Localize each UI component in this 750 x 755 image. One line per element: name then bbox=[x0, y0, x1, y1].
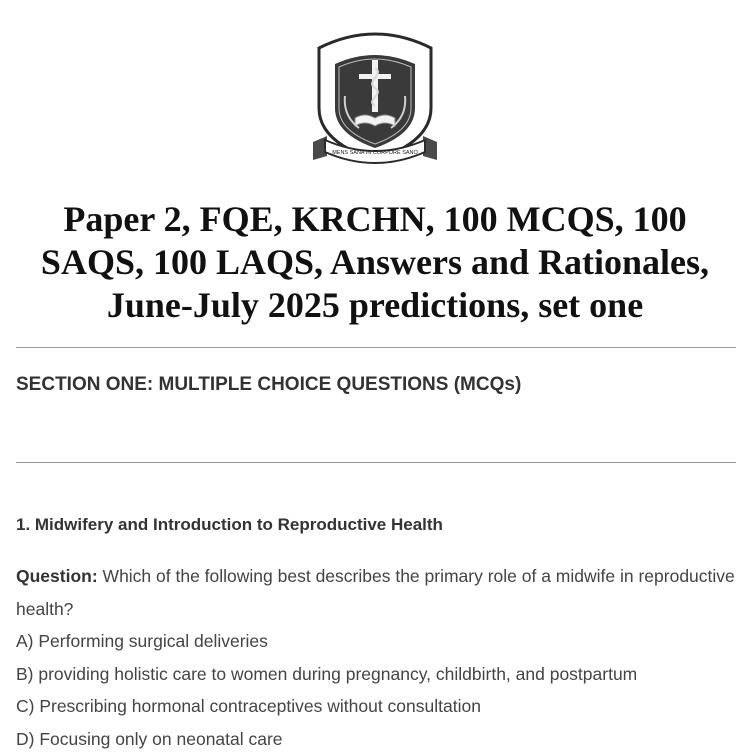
option-a: A) Performing surgical deliveries bbox=[16, 625, 736, 658]
section-heading: SECTION ONE: MULTIPLE CHOICE QUESTIONS (MCQs) bbox=[16, 374, 521, 396]
logo-motto: MENS SANA IN CORPORE SANO bbox=[332, 150, 418, 156]
question-block bbox=[16, 560, 736, 755]
logo-arc-text bbox=[305, 24, 392, 26]
logo-right-text: COLLEGE bbox=[421, 75, 430, 114]
divider bbox=[16, 347, 736, 348]
document-title: Paper 2, FQE, KRCHN, 100 MCQS, 100 SAQS, 100 LAQS, Answers and Rationales, June-July 2025 predictions, set one bbox=[20, 198, 730, 327]
question-topic: 1. Midwifery and Introduction to Reproductive Health bbox=[16, 515, 443, 535]
question-stem: Which of the following best describes the primary role of a midwife in reproductive health? bbox=[16, 566, 735, 619]
divider bbox=[16, 462, 736, 463]
college-logo bbox=[305, 24, 445, 166]
question-label: Question: bbox=[16, 566, 98, 586]
option-c: C) Prescribing hormonal contraceptives without consultation bbox=[16, 690, 736, 723]
question-text bbox=[16, 560, 736, 625]
option-d: D) Focusing only on neonatal care bbox=[16, 723, 736, 755]
logo-left-text: KENYA bbox=[320, 80, 329, 108]
option-b: B) providing holistic care to women during pregnancy, childbirth, and postpartum bbox=[16, 658, 736, 691]
college-crest-emblem bbox=[305, 24, 445, 166]
